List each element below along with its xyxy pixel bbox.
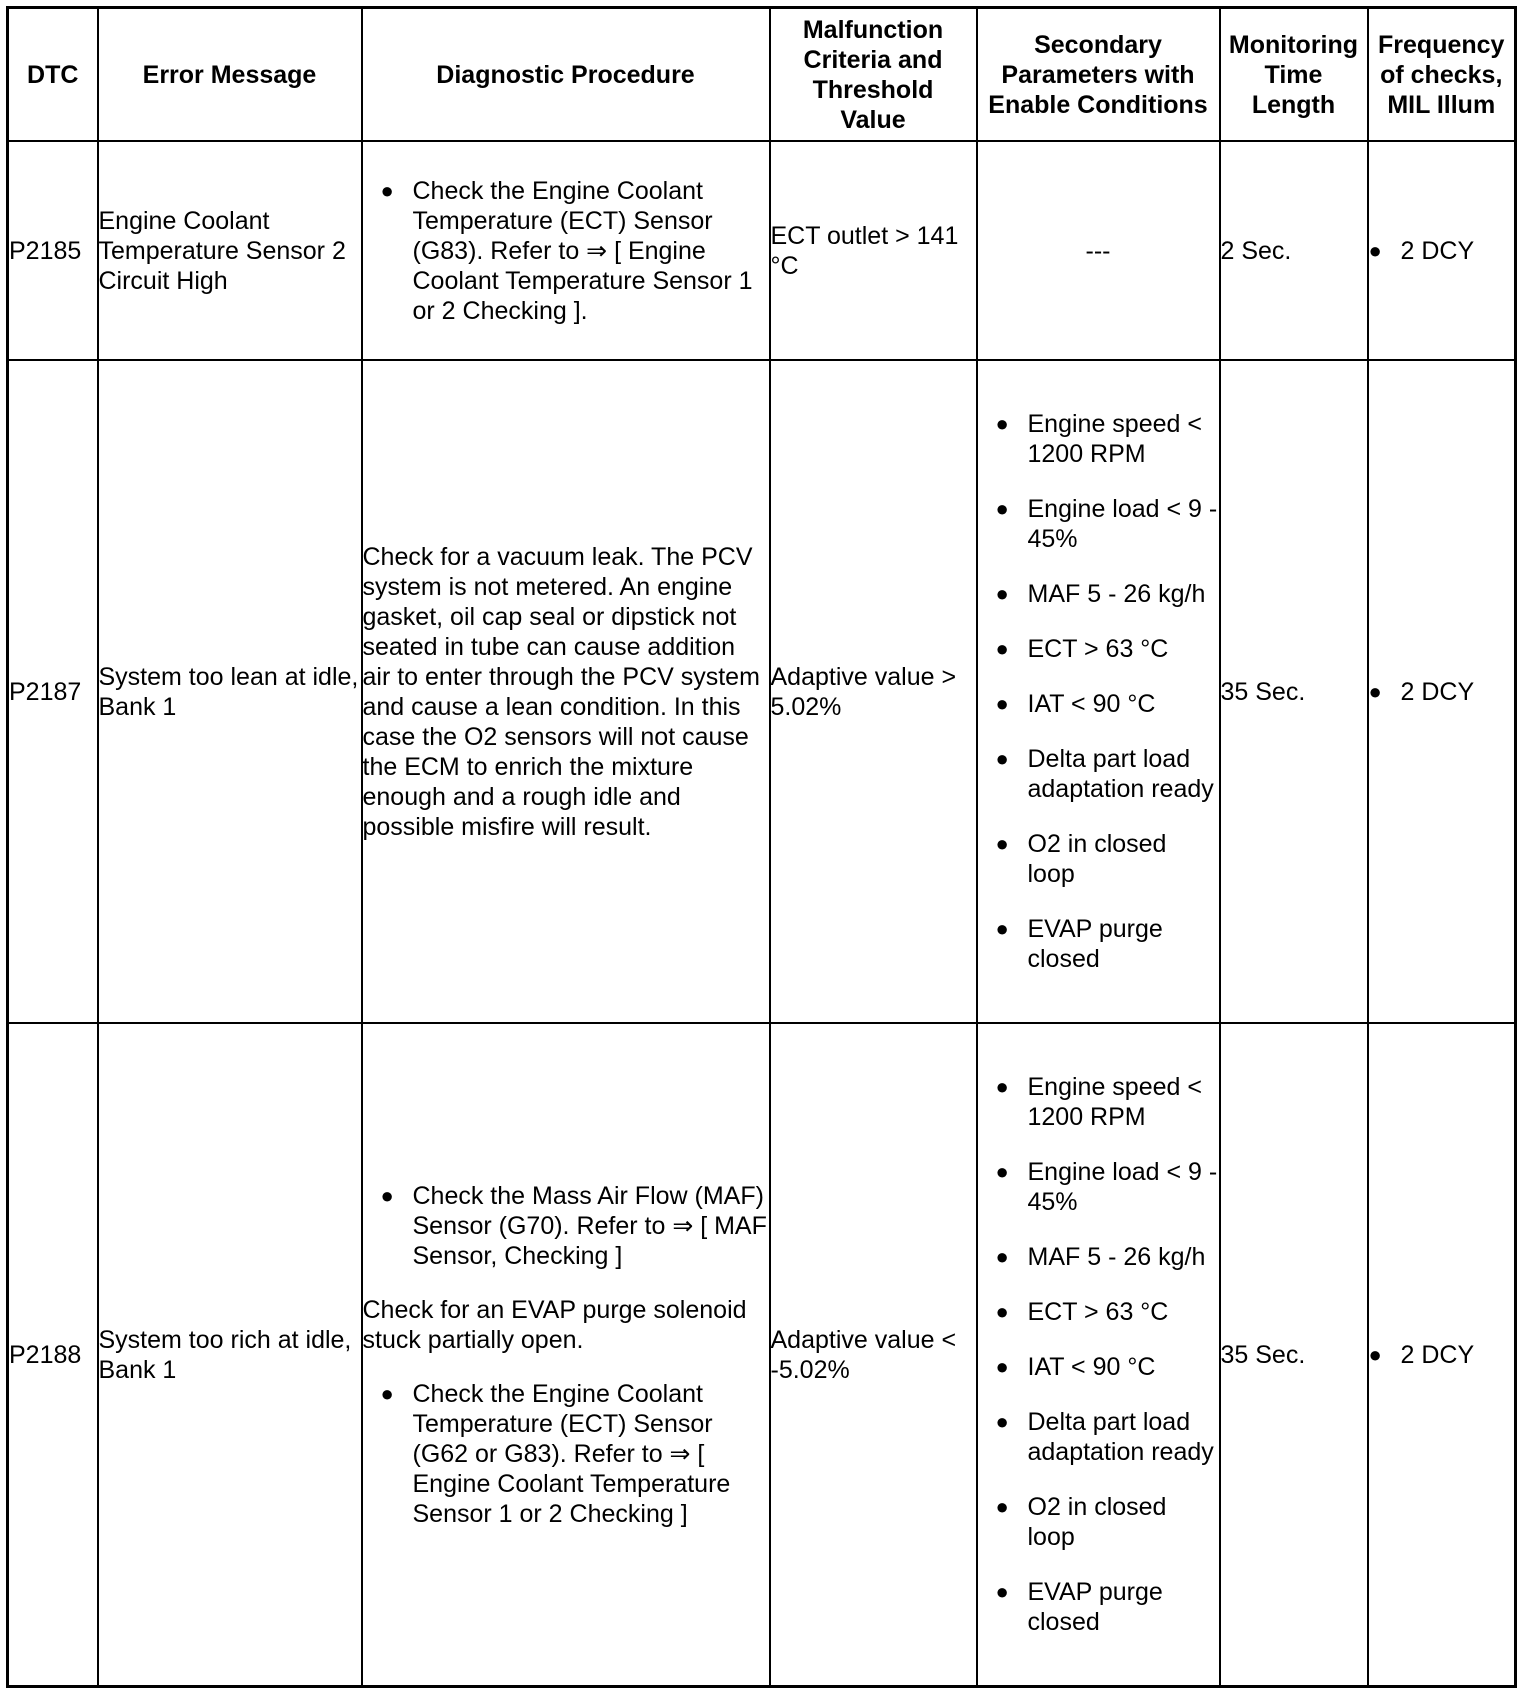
parameter-item: ● IAT < 90 °C xyxy=(978,689,1219,719)
parameter-item: ● Engine speed < 1200 RPM xyxy=(978,1072,1219,1132)
frequency xyxy=(1368,1023,1516,1687)
procedure-list xyxy=(363,1379,769,1529)
header-line: Threshold xyxy=(812,75,934,104)
dtc-table xyxy=(6,6,1517,1688)
parameter-list xyxy=(978,1072,1219,1637)
procedure-bullet: ● Check the Mass Air Flow (MAF) Sensor (G70). Refer to ⇒ [ MAF Sensor, Checking ] xyxy=(363,1181,769,1271)
dtc-code: P2188 xyxy=(8,1023,98,1687)
header-error-message: Error Message xyxy=(98,8,362,142)
parameter-item: ● Engine load < 9 - 45% xyxy=(978,1157,1219,1217)
parameter-item: ● O2 in closed loop xyxy=(978,829,1219,889)
frequency-list xyxy=(1369,1340,1515,1370)
dtc-code: P2185 xyxy=(8,141,98,360)
procedure-bullet: ● Check the Engine Coolant Temperature (ECT) Sensor (G62 or G83). Refer to ⇒ [ Engine Coolant Temperature Sensor 1 or 2 Checking ] xyxy=(363,1379,769,1529)
procedure-text: Check for an EVAP purge solenoid stuck partially open. xyxy=(362,1295,747,1354)
parameter-item: ● EVAP purge closed xyxy=(978,1577,1219,1637)
procedure-list xyxy=(363,176,769,326)
spacer xyxy=(363,1271,769,1295)
error-message: Engine Coolant Temperature Sensor 2 Circuit High xyxy=(98,141,362,360)
table-row xyxy=(8,1023,1516,1687)
parameter-item: ● EVAP purge closed xyxy=(978,914,1219,974)
parameter-list xyxy=(978,409,1219,974)
header-secondary-parameters xyxy=(977,8,1220,142)
header-frequency xyxy=(1368,8,1516,142)
header-line: Secondary xyxy=(1034,30,1162,59)
header-malfunction-criteria xyxy=(770,8,977,142)
table-row xyxy=(8,141,1516,360)
parameter-item: ● Engine load < 9 - 45% xyxy=(978,494,1219,554)
parameter-item: ● ECT > 63 °C xyxy=(978,634,1219,664)
malfunction-criteria: Adaptive value > 5.02% xyxy=(770,360,977,1023)
error-message: System too lean at idle, Bank 1 xyxy=(98,360,362,1023)
header-line: MIL Illum xyxy=(1387,90,1496,119)
header-monitoring-time xyxy=(1220,8,1368,142)
dtc-code: P2187 xyxy=(8,360,98,1023)
procedure-list xyxy=(363,1181,769,1271)
parameter-item: ● ECT > 63 °C xyxy=(978,1297,1219,1327)
frequency-bullet: ● 2 DCY xyxy=(1369,677,1515,707)
table-row xyxy=(8,360,1516,1023)
header-line: Malfunction xyxy=(802,15,944,44)
frequency-list xyxy=(1369,236,1515,266)
header-line: of checks, xyxy=(1380,60,1503,89)
secondary-parameters xyxy=(977,360,1220,1023)
diagnostic-procedure xyxy=(362,1023,770,1687)
header-line: Criteria and xyxy=(803,45,943,74)
header-dtc: DTC xyxy=(8,8,98,142)
header-line: Value xyxy=(840,105,906,134)
header-line: Parameters with xyxy=(1001,60,1195,89)
parameter-item: ● Delta part load adaptation ready xyxy=(978,1407,1219,1467)
frequency-bullet: ● 2 DCY xyxy=(1369,1340,1515,1370)
header-row xyxy=(8,8,1516,142)
secondary-parameters: --- xyxy=(977,141,1220,360)
diagnostic-procedure: Check for a vacuum leak. The PCV system is not metered. An engine gasket, oil cap seal or dipstick not seated in tube can cause addition air to enter through the PCV system and cause a lean condition. In this case the O2 sensors will not cause the ECM to enrich the mixture enough and a rough idle and possible misfire will result. xyxy=(362,360,770,1023)
procedure-bullet: ● Check the Engine Coolant Temperature (ECT) Sensor (G83). Refer to ⇒ [ Engine Coolant Temperature Sensor 1 or 2 Checking ]. xyxy=(363,176,769,326)
parameter-item: ● MAF 5 - 26 kg/h xyxy=(978,1242,1219,1272)
header-line: Monitoring xyxy=(1228,30,1359,59)
frequency xyxy=(1368,360,1516,1023)
monitoring-time: 35 Sec. xyxy=(1220,360,1368,1023)
header-line: Enable Conditions xyxy=(988,90,1208,119)
parameter-item: ● IAT < 90 °C xyxy=(978,1352,1219,1382)
parameter-item: ● Engine speed < 1200 RPM xyxy=(978,409,1219,469)
parameter-item: ● O2 in closed loop xyxy=(978,1492,1219,1552)
parameter-item: ● MAF 5 - 26 kg/h xyxy=(978,579,1219,609)
header-diagnostic-procedure: Diagnostic Procedure xyxy=(362,8,770,142)
frequency-bullet: ● 2 DCY xyxy=(1369,236,1515,266)
frequency-list xyxy=(1369,677,1515,707)
header-line: Length xyxy=(1251,90,1336,119)
error-message: System too rich at idle, Bank 1 xyxy=(98,1023,362,1687)
parameter-item: ● Delta part load adaptation ready xyxy=(978,744,1219,804)
monitoring-time: 35 Sec. xyxy=(1220,1023,1368,1687)
monitoring-time: 2 Sec. xyxy=(1220,141,1368,360)
header-line: Frequency xyxy=(1378,30,1505,59)
malfunction-criteria: ECT outlet > 141 °C xyxy=(770,141,977,360)
frequency xyxy=(1368,141,1516,360)
spacer xyxy=(363,1355,769,1379)
secondary-parameters xyxy=(977,1023,1220,1687)
diagnostic-procedure xyxy=(362,141,770,360)
malfunction-criteria: Adaptive value < -5.02% xyxy=(770,1023,977,1687)
header-line: Time xyxy=(1264,60,1323,89)
